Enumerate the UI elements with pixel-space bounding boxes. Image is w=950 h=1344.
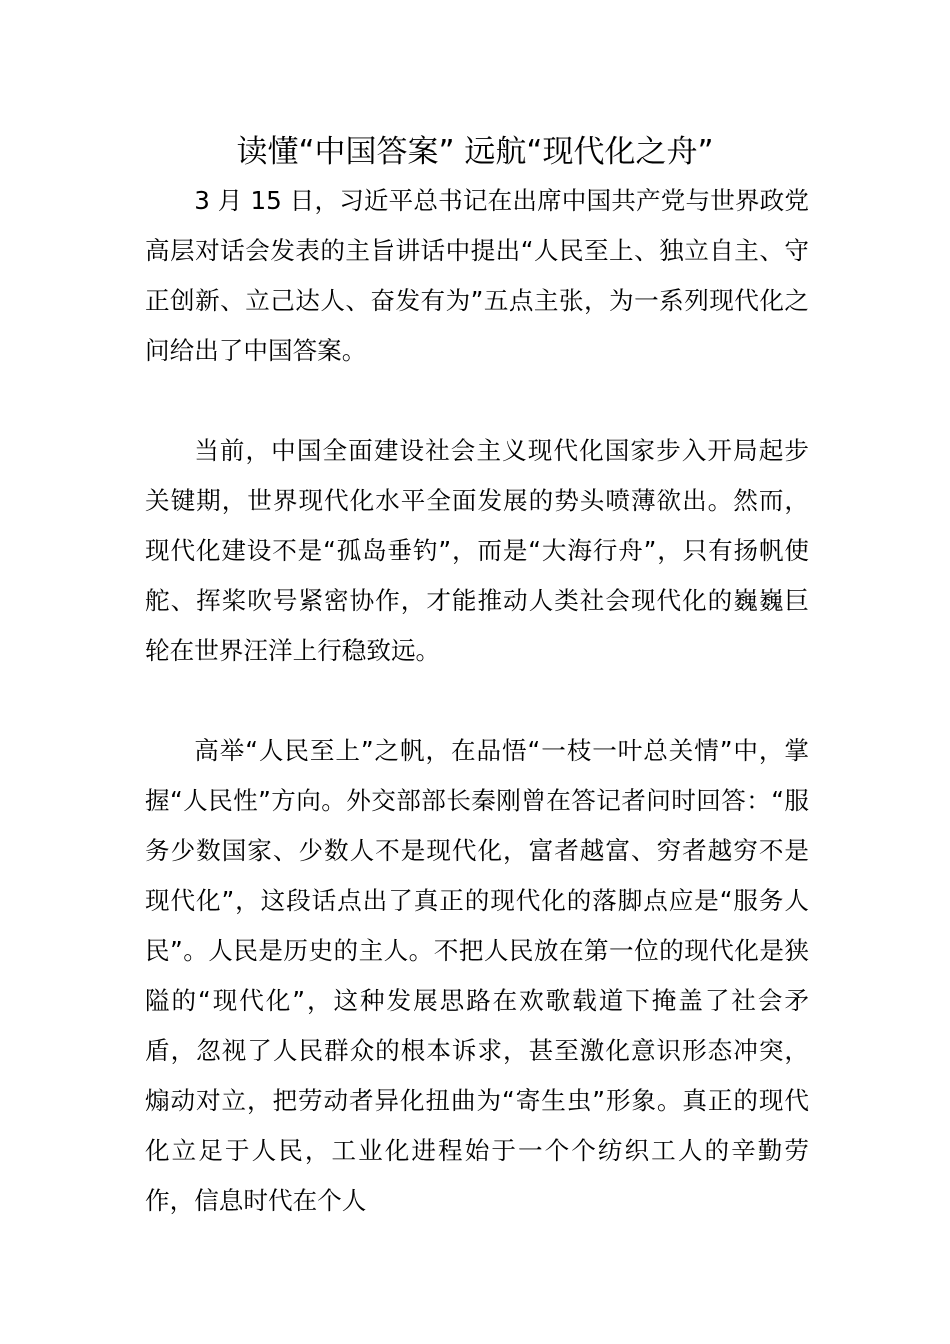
document-body	[145, 176, 809, 1226]
paragraph-spacer	[145, 376, 809, 426]
paragraph-2: 当前，中国全面建设社会主义现代化国家步入开局起步关键期，世界现代化水平全面发展的势头喷薄欲出。然而，现代化建设不是“孤岛垂钓”，而是“大海行舟”，只有扬帆使舵、挥桨吹号紧密协作，才能推动人类社会现代化的巍巍巨轮在世界汪洋上行稳致远。	[145, 436, 809, 665]
paragraph-1: 3 月 15 日，习近平总书记在出席中国共产党与世界政党高层对话会发表的主旨讲话中提出“人民至上、独立自主、守正创新、立己达人、奋发有为”五点主张，为一系列现代化之问给出了中国答案。	[145, 186, 809, 365]
paragraph-3: 高举“人民至上”之帆，在品悟“一枝一叶总关情”中，掌握“人民性”方向。外交部部长秦刚曾在答记者问时回答：“服务少数国家、少数人不是现代化，富者越富、穷者越穷不是现代化”，这段话点出了真正的现代化的落脚点应是“服务人民”。人民是历史的主人。不把人民放在第一位的现代化是狭隘的“现代化”，这种发展思路在欢歌载道下掩盖了社会矛盾，忽视了人民群众的根本诉求，甚至激化意识形态冲突，煽动对立，把劳动者异化扭曲为“寄生虫”形象。真正的现代化立足于人民，工业化进程始于一个个纺织工人的辛勤劳作，信息时代在个人	[145, 736, 809, 1215]
paragraph-spacer	[145, 676, 809, 726]
document-title: 读懂“中国答案” 远航“现代化之舟”	[236, 134, 714, 170]
